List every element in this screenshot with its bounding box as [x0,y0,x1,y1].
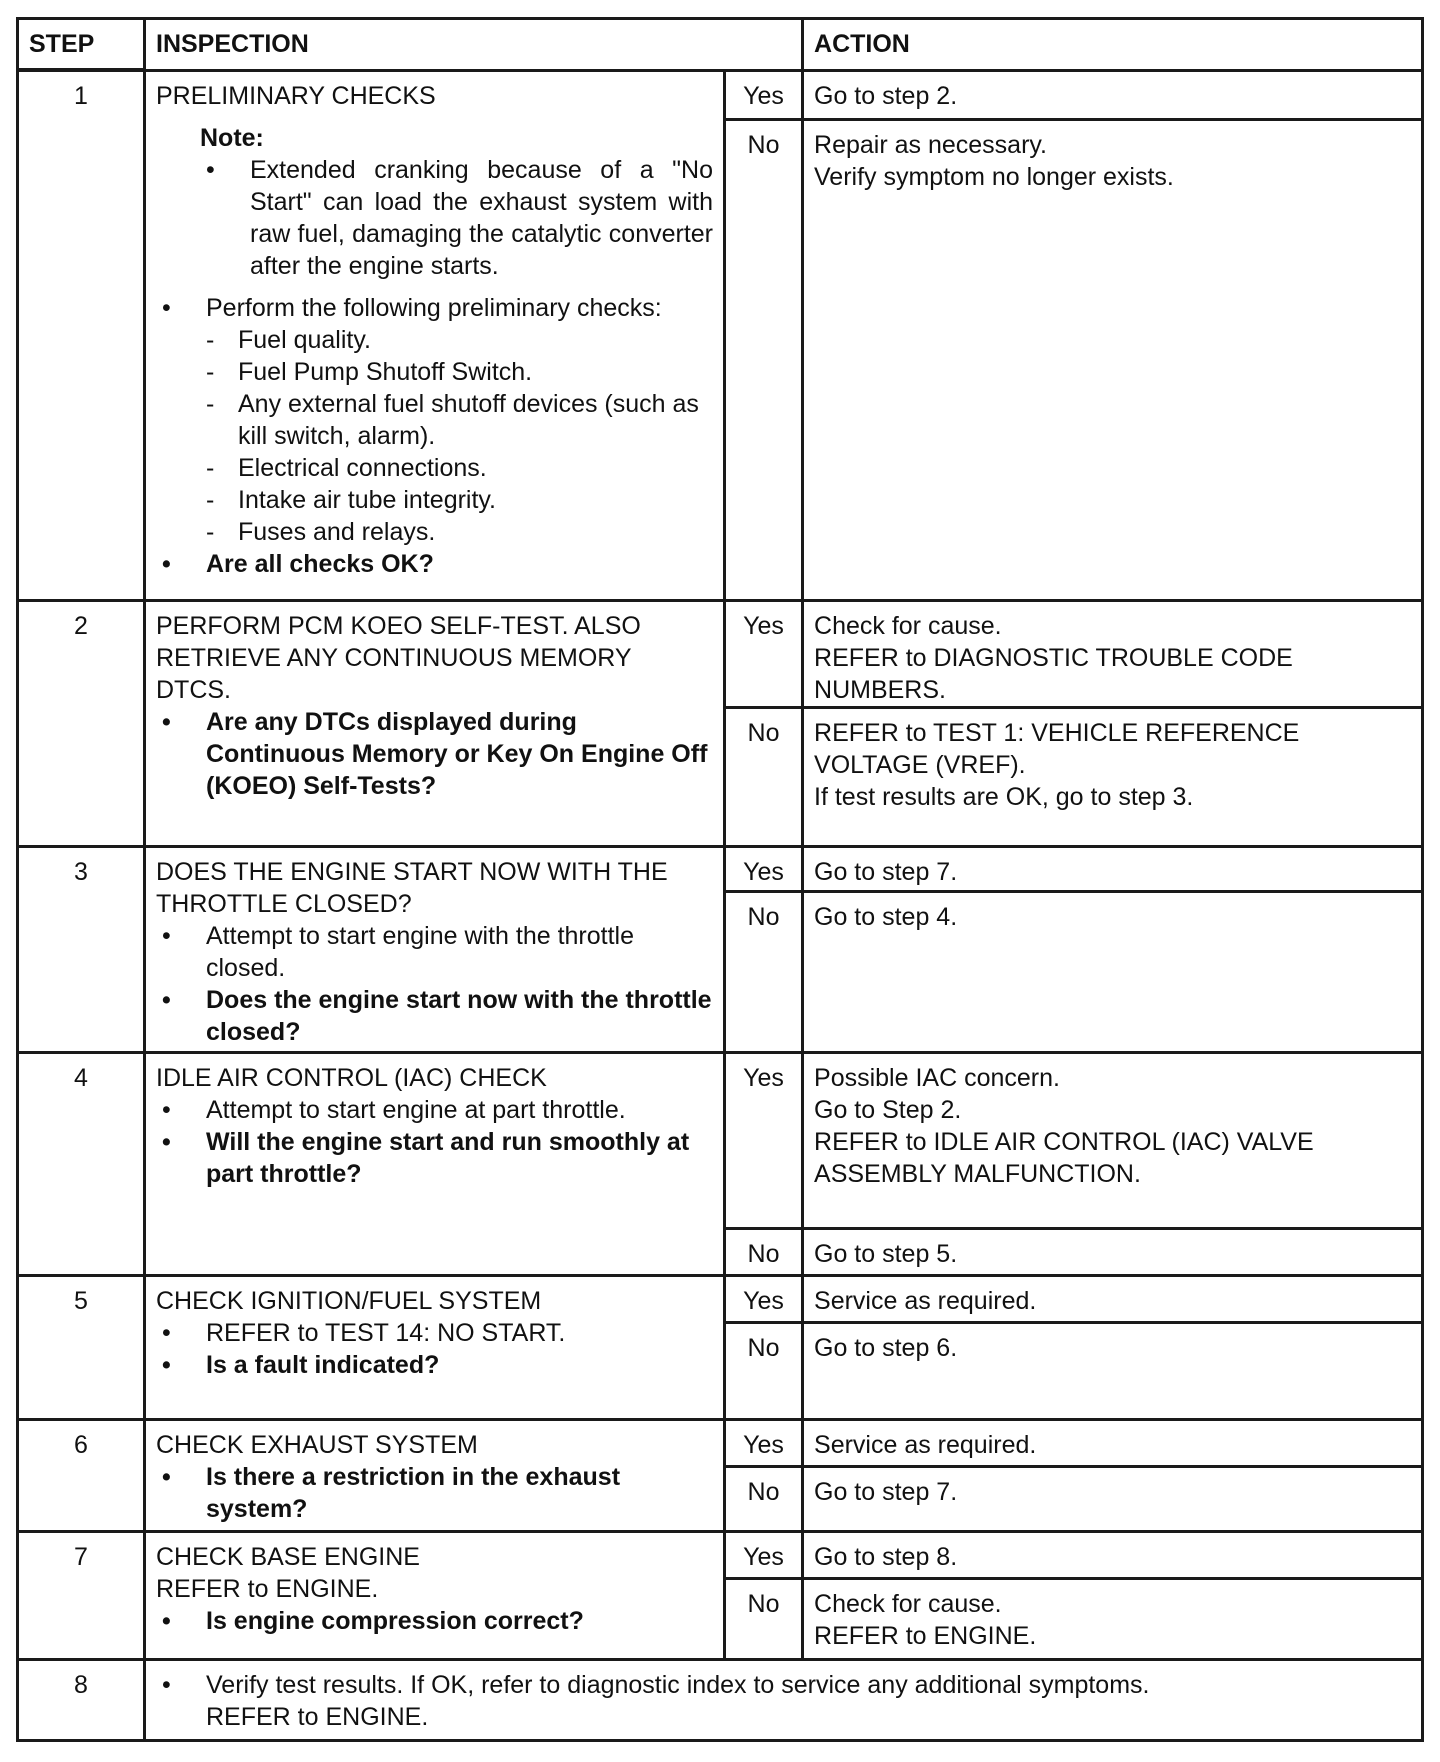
no-label: No [725,1578,803,1659]
step-inspection [145,70,725,600]
step-inspection [145,1659,1423,1740]
step-number: 6 [18,1419,145,1531]
no-label: No [725,891,803,1052]
no-action [803,119,1423,600]
action-line: Go to step 5. [814,1239,958,1268]
check-item: - Electrical connections. [156,452,713,484]
no-action [803,1578,1423,1659]
bullet-item: • Perform the following preliminary checks: [156,292,713,324]
yes-action [803,600,1423,707]
step-title: PRELIMINARY CHECKS [156,81,436,110]
step-number: 5 [18,1275,145,1419]
step-inspection [145,600,725,846]
question: • Is engine compression correct? [156,1605,713,1637]
action-line: REFER to DIAGNOSTIC TROUBLE CODE NUMBERS. [814,643,1293,704]
step-inspection [145,846,725,1052]
action-line: Check for cause. [814,611,1002,640]
question: • Are any DTCs displayed during Continuous Memory or Key On Engine Off (KOEO) Self-Tests? [156,706,713,802]
action-line: REFER to TEST 1: VEHICLE REFERENCE VOLTAGE (VREF). [814,718,1300,779]
question: • Are all checks OK? [156,548,713,580]
step-1-yes-row [18,70,1423,119]
step-inspection [145,1419,725,1531]
action-line: Go to Step 2. [814,1095,962,1124]
step-title: PERFORM PCM KOEO SELF-TEST. ALSO RETRIEVE ANY CONTINUOUS MEMORY DTCS. [156,611,641,704]
no-label: No [725,1322,803,1419]
action-line: Check for cause. [814,1589,1002,1618]
no-action [803,891,1423,1052]
step-line: REFER to ENGINE. [206,1702,429,1731]
yes-action [803,1419,1423,1466]
action-line: If test results are OK, go to step 3. [814,782,1194,811]
step-number: 4 [18,1052,145,1275]
note-label: Note: [200,123,264,152]
step-number: 8 [18,1659,145,1740]
check-item: - Fuses and relays. [156,516,713,548]
step-title: CHECK EXHAUST SYSTEM [156,1430,478,1459]
action-line: Go to step 7. [814,1477,958,1506]
no-action [803,1466,1423,1531]
step-line: REFER to ENGINE. [156,1574,379,1603]
bullet-item: • REFER to TEST 14: NO START. [156,1317,713,1349]
no-action [803,1322,1423,1419]
step-number: 2 [18,600,145,846]
no-label: No [725,707,803,846]
yes-label: Yes [725,1419,803,1466]
action-line: REFER to IDLE AIR CONTROL (IAC) VALVE ASSEMBLY MALFUNCTION. [814,1127,1314,1188]
yes-action [803,70,1423,119]
step-title: CHECK IGNITION/FUEL SYSTEM [156,1286,542,1315]
no-action [803,707,1423,846]
header-step: STEP [18,19,145,71]
no-label: No [725,119,803,600]
check-item: - Intake air tube integrity. [156,484,713,516]
question: • Is a fault indicated? [156,1349,713,1381]
step-inspection [145,1275,725,1419]
header-action: ACTION [803,19,1423,71]
yes-label: Yes [725,600,803,707]
action-line: Service as required. [814,1430,1037,1459]
check-item: - Fuel Pump Shutoff Switch. [156,356,713,388]
step-4-yes-row [18,1052,1423,1228]
step-6-yes-row [18,1419,1423,1466]
diagnostic-procedure-sheet [16,17,1421,1743]
action-line: Go to step 7. [814,857,958,886]
header-inspection: INSPECTION [145,19,803,71]
yes-label: Yes [725,1052,803,1228]
step-7-yes-row [18,1531,1423,1578]
check-item: - Any external fuel shutoff devices (such as kill switch, alarm). [156,388,713,452]
check-item: - Fuel quality. [156,324,713,356]
yes-action [803,1531,1423,1578]
action-line: Possible IAC concern. [814,1063,1060,1092]
bullet-item: • Verify test results. If OK, refer to diagnostic index to service any additional symptoms. [156,1669,1411,1701]
step-5-yes-row [18,1275,1423,1322]
action-line: Go to step 8. [814,1542,958,1571]
yes-action [803,846,1423,891]
step-title: CHECK BASE ENGINE [156,1542,420,1571]
question: • Does the engine start now with the throttle closed? [156,984,713,1048]
step-title: IDLE AIR CONTROL (IAC) CHECK [156,1063,547,1092]
no-label: No [725,1228,803,1275]
header-row [18,19,1423,71]
yes-label: Yes [725,1275,803,1322]
step-8-row [18,1659,1423,1740]
yes-label: Yes [725,1531,803,1578]
yes-action [803,1052,1423,1228]
yes-label: Yes [725,70,803,119]
step-number: 3 [18,846,145,1052]
step-number: 1 [18,70,145,600]
yes-label: Yes [725,846,803,891]
question: • Will the engine start and run smoothly at part throttle? [156,1126,713,1190]
action-line: Go to step 6. [814,1333,958,1362]
action-line: Go to step 4. [814,902,958,931]
note-text: • Extended cranking because of a "No Start" can load the exhaust system with raw fuel, damaging the catalytic converter after the engine starts. [200,154,713,282]
action-line: Go to step 2. [814,81,958,110]
step-number: 7 [18,1531,145,1659]
no-action [803,1228,1423,1275]
step-inspection [145,1531,725,1659]
diagnostic-table [16,17,1424,1742]
action-line: Verify symptom no longer exists. [814,162,1174,191]
question: • Is there a restriction in the exhaust system? [156,1461,713,1525]
step-inspection [145,1052,725,1275]
action-line: Repair as necessary. [814,130,1047,159]
step-3-yes-row [18,846,1423,891]
step-title: DOES THE ENGINE START NOW WITH THE THROTTLE CLOSED? [156,857,668,918]
bullet-item: • Attempt to start engine at part throttle. [156,1094,713,1126]
yes-action [803,1275,1423,1322]
action-line: REFER to ENGINE. [814,1621,1037,1650]
step-2-yes-row [18,600,1423,707]
bullet-item: • Attempt to start engine with the throttle closed. [156,920,713,984]
no-label: No [725,1466,803,1531]
action-line: Service as required. [814,1286,1037,1315]
